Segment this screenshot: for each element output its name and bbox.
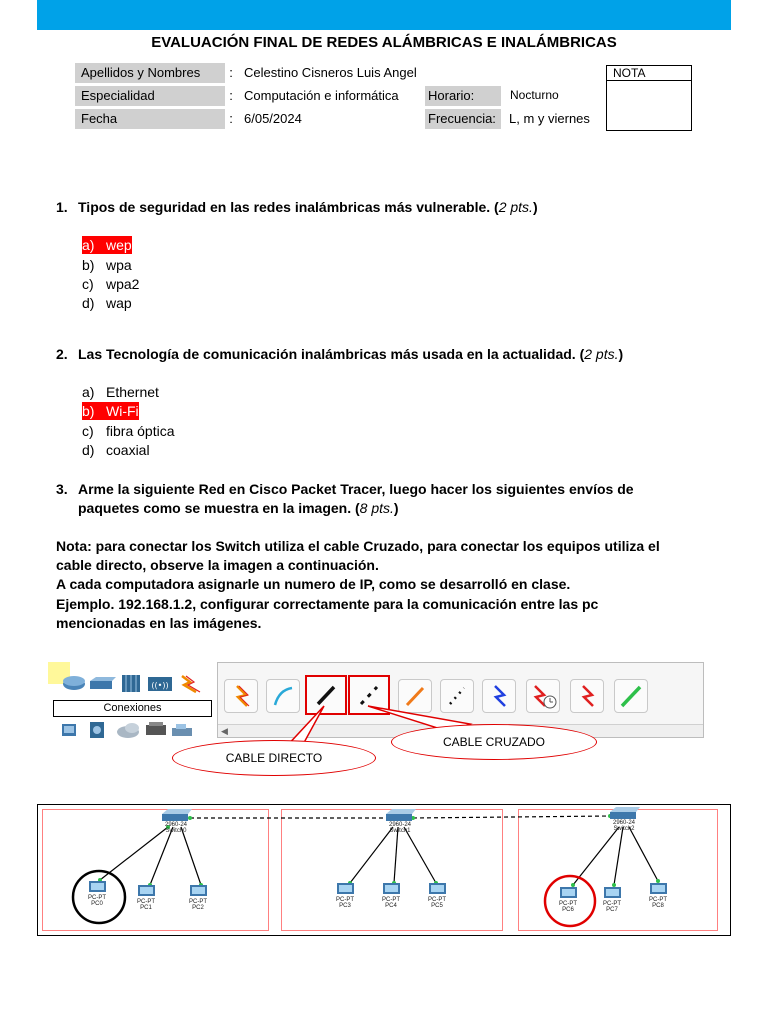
nota-label: NOTA [607,66,691,81]
pc5-name: PC5 [431,903,443,909]
value-frecuencia: L, m y viernes [509,111,590,126]
option-text: coaxial [106,442,150,458]
pc4-type: PC-PT [382,897,400,903]
value-especialidad: Computación e informática [244,88,399,103]
option-text: Wi-Fi [106,403,139,419]
pc6-name: PC6 [562,907,574,913]
option-letter: b) [82,257,95,273]
question-text: Arme la siguiente Red en Cisco Packet Tracer, luego hacer los siguientes envíos de [78,481,634,497]
pc1-name: PC1 [140,905,152,911]
question-number: 1. [56,199,68,215]
pc1-type: PC-PT [137,899,155,905]
scroll-left-arrow-icon[interactable]: ◀ [221,726,228,736]
option-2c [82,422,174,440]
note-line-2: cable directo, observe la imagen a continuación. [56,557,379,573]
pc7-name: PC7 [606,907,618,913]
router-icon [63,676,85,690]
pc5-type: PC-PT [428,897,446,903]
option-letter: b) [82,403,95,419]
question-2 [56,346,623,362]
pc8-type: PC-PT [649,897,667,903]
value-horario: Nocturno [510,88,559,102]
question-text: Tipos de seguridad en las redes inalámbricas más vulnerable. ( [78,199,499,215]
switch1-icon [386,809,416,821]
question-number: 2. [56,346,68,362]
callout-pointers [0,690,768,780]
colon: : [229,65,233,80]
question-number: 3. [56,481,68,497]
question-1 [56,199,538,215]
option-text: fibra óptica [106,423,175,439]
question-points: 2 pts. [498,199,533,215]
wireless-device-icon [148,677,172,691]
question-text: Las Tecnología de comunicación inalámbricas más usada en la actualidad. ( [78,346,585,362]
option-letter: a) [82,237,95,253]
colon: : [229,88,233,103]
nota-box [606,65,692,131]
svg-text:((•)): ((•)) [151,681,169,690]
option-2b [82,402,139,420]
option-1a [82,236,132,254]
pc3-name: PC3 [339,903,351,909]
pc6-type: PC-PT [559,901,577,907]
option-letter: a) [82,384,95,400]
switch2-model: 2960-24 [612,820,636,826]
switch1-model: 2960-24 [388,822,412,828]
option-letter: c) [82,276,94,292]
switch0-icon [162,809,192,821]
option-1d [82,294,132,312]
option-2a [82,383,159,401]
note-line-4: Ejemplo. 192.168.1.2, configurar correctamente para la comunicación entre las pc [56,596,599,612]
callout-cable-directo: CABLE DIRECTO [172,740,376,776]
question-3 [56,481,634,497]
pc7-type: PC-PT [603,901,621,907]
value-fecha: 6/05/2024 [244,111,302,126]
switch1-name: Switch1 [389,828,411,834]
switch-icon [90,677,116,689]
option-letter: d) [82,295,95,311]
label-especialidad: Especialidad [75,86,225,106]
pc0-name: PC0 [91,901,103,907]
option-letter: d) [82,442,95,458]
question-3-continued [78,500,399,516]
pc2-type: PC-PT [189,899,207,905]
option-text: wap [106,295,132,311]
question-paren: ) [532,199,538,215]
question-paren: ) [393,500,399,516]
option-1c [82,275,139,293]
question-text: paquetes como se muestra en la imagen. ( [78,500,360,516]
note-line-1: Nota: para conectar los Switch utiliza el cable Cruzado, para conectar los equipos utiliza el [56,538,660,554]
option-text: wpa2 [106,276,140,292]
pc-icons [89,881,667,898]
option-text: wpa [106,257,132,273]
label-fecha: Fecha [75,109,225,129]
switch2-name: Switch2 [613,826,635,832]
network-diagram [37,804,731,936]
switch0-model: 2960-24 [164,822,188,828]
label-horario: Horario: [425,86,501,106]
question-points: 2 pts. [584,346,619,362]
option-letter: c) [82,423,94,439]
pc2-name: PC2 [192,905,204,911]
pc8-name: PC8 [652,903,664,909]
label-frecuencia: Frecuencia: [425,109,501,129]
question-paren: ) [618,346,624,362]
note-line-3: A cada computadora asignarle un numero de IP, como se desarrolló en clase. [56,576,571,592]
option-text: wep [106,237,132,253]
colon: : [229,111,233,126]
switch2-icon [610,807,640,819]
pc3-type: PC-PT [336,897,354,903]
top-color-bar [37,0,731,30]
pc4-name: PC4 [385,903,397,909]
switch0-name: Switch0 [165,828,187,834]
option-1b [82,256,132,274]
callout-cable-cruzado: CABLE CRUZADO [391,724,597,760]
option-text: Ethernet [106,384,159,400]
label-apellidos: Apellidos y Nombres [75,63,225,83]
note-line-5: mencionadas en las imágenes. [56,615,262,631]
question-points: 8 pts. [359,500,394,516]
value-nombre: Celestino Cisneros Luis Angel [244,65,417,80]
page-title: EVALUACIÓN FINAL DE REDES ALÁMBRICAS E INALÁMBRICAS [151,34,617,51]
connections-category-label[interactable]: Conexiones [53,700,212,717]
pc0-type: PC-PT [88,895,106,901]
option-2d [82,441,150,459]
